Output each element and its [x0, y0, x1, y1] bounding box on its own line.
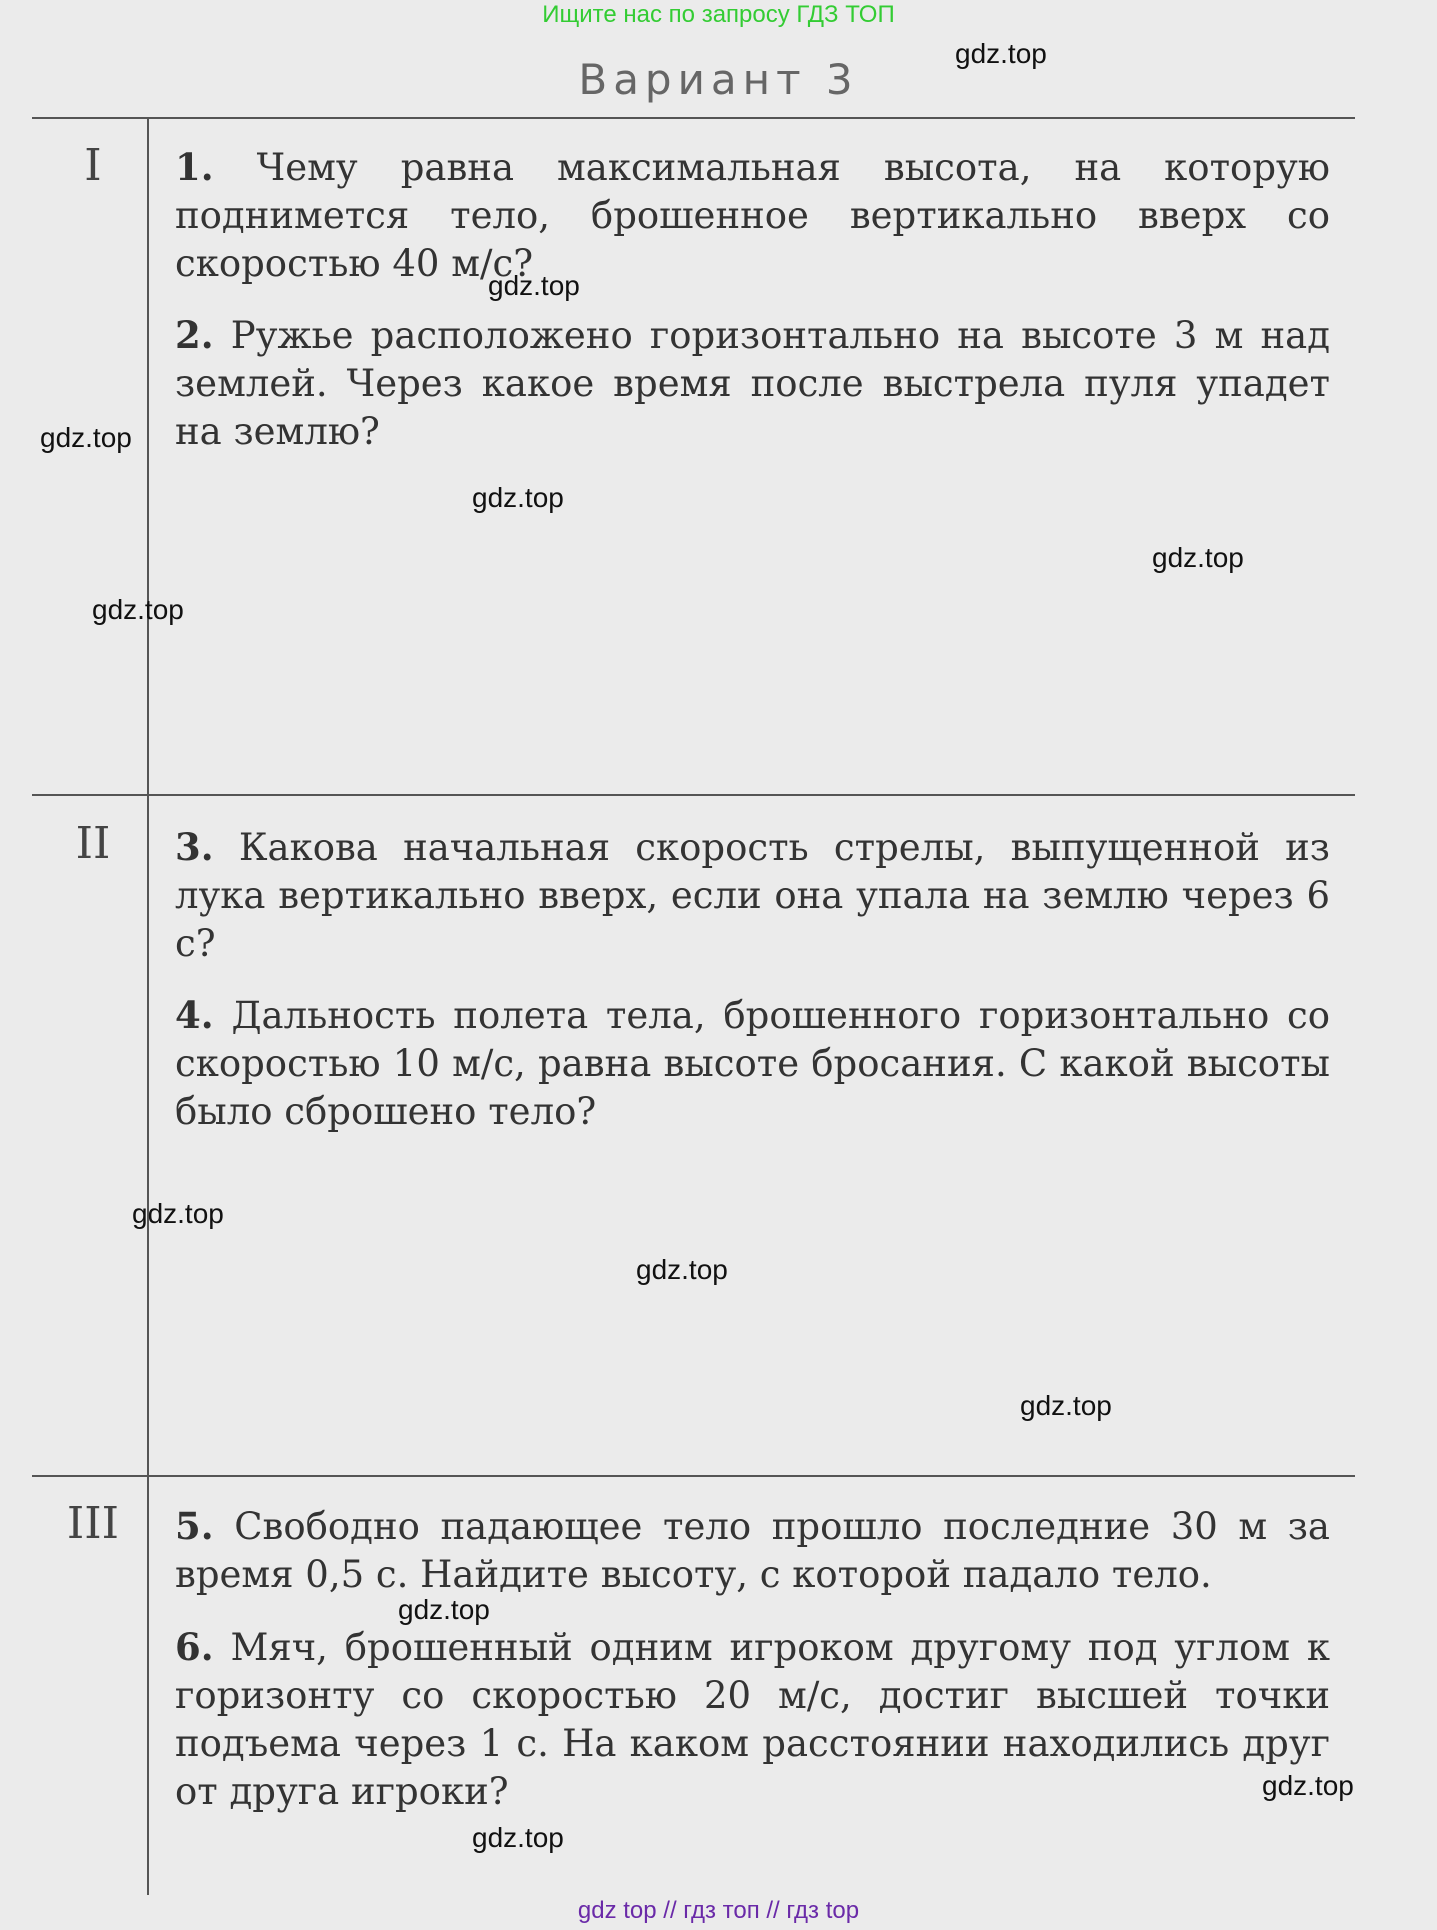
task-text: Какова начальная скорость стрелы, выпущенной из лука вертикально вверх, если она упала на землю через 6 с?	[175, 826, 1330, 965]
watermark: gdz.top	[488, 270, 580, 301]
variant-title: Вариант 3	[578, 55, 859, 104]
task-5	[175, 1502, 1330, 1599]
watermark: gdz.top	[398, 1594, 490, 1625]
watermark: gdz.top	[636, 1254, 728, 1285]
top-search-banner[interactable]: Ищите нас по запросу ГДЗ ТОП	[542, 1, 895, 28]
watermark: gdz.top	[1262, 1770, 1354, 1801]
watermark: gdz.top	[132, 1198, 224, 1229]
task-3	[175, 823, 1330, 968]
numeral-column-divider	[147, 117, 149, 1895]
task-number: 1.	[175, 145, 214, 189]
section-numeral-3: III	[66, 1498, 120, 1549]
watermark: gdz.top	[1020, 1390, 1112, 1421]
task-4	[175, 991, 1330, 1136]
bottom-watermark-banner: gdz top // гдз топ // гдз top	[577, 1897, 860, 1924]
task-number: 4.	[175, 993, 214, 1037]
watermark: gdz.top	[92, 594, 184, 625]
task-number: 6.	[175, 1625, 214, 1669]
task-1	[175, 143, 1330, 288]
table-top-border	[32, 117, 1355, 119]
section-numeral-2: II	[75, 818, 111, 869]
task-number: 2.	[175, 313, 214, 357]
section-divider-1	[32, 794, 1355, 796]
watermark: gdz.top	[1152, 542, 1244, 573]
section-numeral-1: I	[84, 140, 102, 191]
watermark: gdz.top	[472, 482, 564, 513]
task-2	[175, 311, 1330, 456]
task-6	[175, 1623, 1330, 1816]
task-number: 3.	[175, 825, 214, 869]
task-number: 5.	[175, 1504, 214, 1548]
task-text: Ружье расположено горизонтально на высоте 3 м над землей. Через какое время после выстрела пуля упадет на землю?	[175, 314, 1331, 453]
task-text: Дальность полета тела, брошенного горизонтально со скоростью 10 м/с, равна высоте бросания. С какой высоты было сброшено тело?	[175, 994, 1331, 1133]
watermark: gdz.top	[472, 1822, 564, 1853]
task-text: Мяч, брошенный одним игроком другому под углом к горизонту со скоростью 20 м/с, достиг высшей точки подъема через 1 с. На каком расстоянии находились друг от друга игроки?	[175, 1626, 1330, 1813]
task-text: Чему равна максимальная высота, на которую поднимется тело, брошенное вертикально вверх со скоростью 40 м/с?	[175, 146, 1330, 285]
task-text: Свободно падающее тело прошло последние 30 м за время 0,5 с. Найдите высоту, с которой падало тело.	[175, 1505, 1330, 1596]
watermark: gdz.top	[40, 422, 132, 453]
watermark: gdz.top	[955, 38, 1047, 69]
section-divider-2	[32, 1475, 1355, 1477]
